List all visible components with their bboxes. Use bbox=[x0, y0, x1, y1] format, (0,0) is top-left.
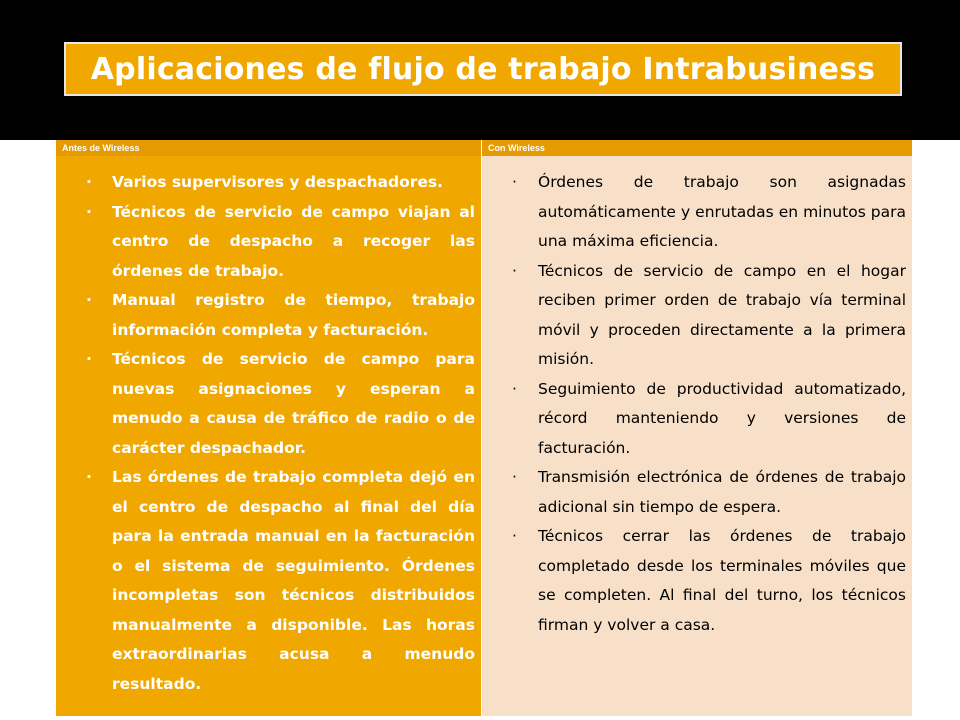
with-wireless-list bbox=[512, 168, 906, 640]
comparison-table bbox=[56, 140, 912, 716]
list-item: · Técnicos de servicio de campo para nuevas asignaciones y esperan a menudo a causa de tráfico de radio o de carácter despachador. bbox=[86, 345, 475, 463]
slide-title-box bbox=[64, 42, 902, 96]
list-item: · Varios supervisores y despachadores. bbox=[86, 168, 475, 198]
list-item: · Técnicos de servicio de campo viajan al centro de despacho a recoger las órdenes de trabajo. bbox=[86, 198, 475, 287]
list-item: · Las órdenes de trabajo completa dejó en el centro de despacho al final del día para la entrada manual en la facturación o el sistema de seguimiento. Órdenes incompletas son técnicos distribuidos manualmente a disponible. Las horas extraordinarias acusa a menudo resultado. bbox=[86, 463, 475, 699]
bullet-icon: · bbox=[86, 173, 92, 191]
list-item: · Transmisión electrónica de órdenes de trabajo adicional sin tiempo de espera. bbox=[512, 463, 906, 522]
header-con-wireless: Con Wireless bbox=[481, 140, 912, 156]
list-item: · Técnicos cerrar las órdenes de trabajo completado desde los terminales móviles que se completen. Al final del turno, los técnicos firman y volver a casa. bbox=[512, 522, 906, 640]
bullet-icon: · bbox=[512, 527, 517, 545]
table-body-row bbox=[56, 156, 912, 716]
slide-title: Aplicaciones de flujo de trabajo Intrabusiness bbox=[90, 51, 876, 87]
list-item: · Técnicos de servicio de campo en el hogar reciben primer orden de trabajo vía terminal móvil y proceden directamente a la primera misión. bbox=[512, 257, 906, 375]
with-wireless-column bbox=[481, 156, 912, 716]
table-header-row bbox=[56, 140, 912, 156]
list-item: · Órdenes de trabajo son asignadas automáticamente y enrutadas en minutos para una máxima eficiencia. bbox=[512, 168, 906, 257]
bullet-icon: · bbox=[512, 468, 517, 486]
bullet-icon: · bbox=[86, 202, 92, 221]
before-wireless-column bbox=[56, 156, 481, 716]
bullet-icon: · bbox=[86, 291, 92, 309]
bullet-icon: · bbox=[86, 350, 92, 368]
bullet-icon: · bbox=[86, 468, 92, 486]
bullet-icon: · bbox=[512, 173, 517, 191]
before-wireless-list bbox=[86, 168, 475, 699]
list-item: · Seguimiento de productividad automatizado, récord manteniendo y versiones de facturación. bbox=[512, 375, 906, 464]
list-item: · Manual registro de tiempo, trabajo información completa y facturación. bbox=[86, 286, 475, 345]
bullet-icon: · bbox=[512, 261, 517, 280]
header-antes-de-wireless: Antes de Wireless bbox=[62, 143, 140, 153]
bullet-icon: · bbox=[512, 379, 517, 398]
